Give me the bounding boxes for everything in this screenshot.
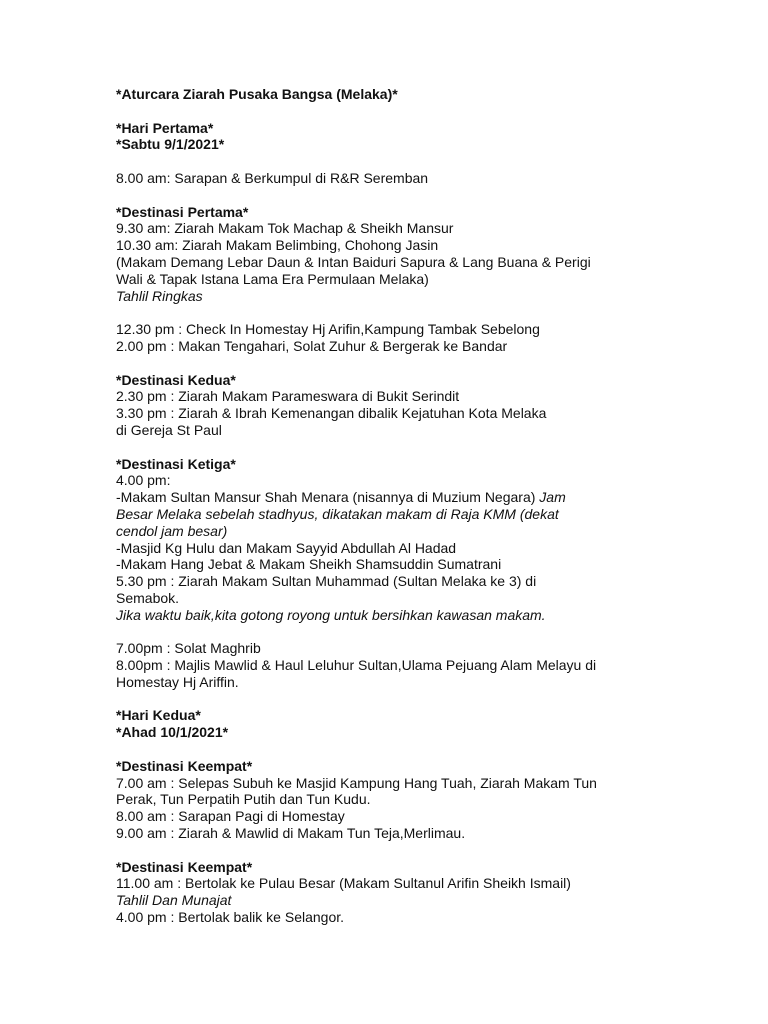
dest5-note: Tahlil Dan Munajat	[116, 892, 232, 909]
dest3-note: Jika waktu baik,kita gotong royong untuk bersihkan kawasan makam.	[116, 606, 546, 623]
dest1-heading: *Destinasi Pertama*	[116, 203, 249, 220]
dest2-heading: *Destinasi Kedua*	[116, 371, 236, 388]
dest4-line3: 9.00 am : Ziarah & Mawlid di Makam Tun Teja,Merlimau.	[116, 825, 466, 842]
dest5-line2: 4.00 pm : Bertolak balik ke Selangor.	[116, 909, 345, 926]
dest3-item1-text: -Makam Sultan Mansur Shah Menara (nisannya di Muzium Negara)	[116, 489, 540, 506]
evening-mawlid: 8.00pm : Majlis Mawlid & Haul Leluhur Sultan,Ulama Pejuang Alam Melayu di	[116, 657, 597, 674]
dest1-line1: 9.30 am: Ziarah Makam Tok Machap & Sheikh Mansur	[116, 220, 454, 237]
evening-maghrib: 7.00pm : Solat Maghrib	[116, 640, 261, 657]
dest3-time: 4.00 pm:	[116, 472, 171, 489]
dest3-item1	[116, 489, 736, 506]
dest1-line4: Wali & Tapak Istana Lama Era Permulaan Melaka)	[116, 270, 429, 287]
day2-heading: *Hari Kedua*	[116, 707, 201, 724]
dest3-heading: *Destinasi Ketiga*	[116, 455, 236, 472]
day1-lunch: 2.00 pm : Makan Tengahari, Solat Zuhur & Bergerak ke Bandar	[116, 337, 508, 354]
dest3-item1-cont2: cendol jam besar)	[116, 522, 228, 539]
day1-checkin: 12.30 pm : Check In Homestay Hj Arifin,Kampung Tambak Sebelong	[116, 321, 540, 338]
dest3-item4: 5.30 pm : Ziarah Makam Sultan Muhammad (Sultan Melaka ke 3) di	[116, 573, 537, 590]
dest2-line3: di Gereja St Paul	[116, 421, 222, 438]
document-page	[116, 86, 736, 926]
dest5-line1: 11.00 am : Bertolak ke Pulau Besar (Makam Sultanul Arifin Sheikh Ismail)	[116, 875, 571, 892]
dest2-line1: 2.30 pm : Ziarah Makam Parameswara di Bukit Serindit	[116, 388, 460, 405]
day2-date: *Ahad 10/1/2021*	[116, 724, 229, 741]
dest3-item2: -Masjid Kg Hulu dan Makam Sayyid Abdullah Al Hadad	[116, 539, 457, 556]
document-title: *Aturcara Ziarah Pusaka Bangsa (Melaka)*	[116, 86, 398, 102]
dest5-heading: *Destinasi Keempat*	[116, 858, 253, 875]
dest3-item1-cont: Besar Melaka sebelah stadhyus, dikatakan makam di Raja KMM (dekat	[116, 505, 559, 522]
dest2-line2: 3.30 pm : Ziarah & Ibrah Kemenangan dibalik Kejatuhan Kota Melaka	[116, 405, 547, 422]
dest4-heading: *Destinasi Keempat*	[116, 757, 253, 774]
dest4-line1: 7.00 am : Selepas Subuh ke Masjid Kampung Hang Tuah, Ziarah Makam Tun	[116, 774, 597, 791]
dest1-note: Tahlil Ringkas	[116, 287, 203, 304]
dest3-item1-italic: Jam	[539, 489, 566, 506]
dest4-line2: 8.00 am : Sarapan Pagi di Homestay	[116, 808, 345, 825]
day1-heading: *Hari Pertama*	[116, 119, 214, 136]
dest3-item3: -Makam Hang Jebat & Makam Sheikh Shamsuddin Sumatrani	[116, 556, 502, 573]
dest1-line3: (Makam Demang Lebar Daun & Intan Baiduri Sapura & Lang Buana & Perigi	[116, 253, 591, 270]
day1-date: *Sabtu 9/1/2021*	[116, 136, 225, 153]
dest4-line1-cont: Perak, Tun Perpatih Putih dan Tun Kudu.	[116, 791, 371, 808]
dest3-item4-cont: Semabok.	[116, 589, 180, 606]
evening-mawlid-cont: Homestay Hj Ariffin.	[116, 673, 239, 690]
dest1-line2: 10.30 am: Ziarah Makam Belimbing, Chohong Jasin	[116, 237, 439, 254]
day1-intro: 8.00 am: Sarapan & Berkumpul di R&R Seremban	[116, 169, 429, 186]
